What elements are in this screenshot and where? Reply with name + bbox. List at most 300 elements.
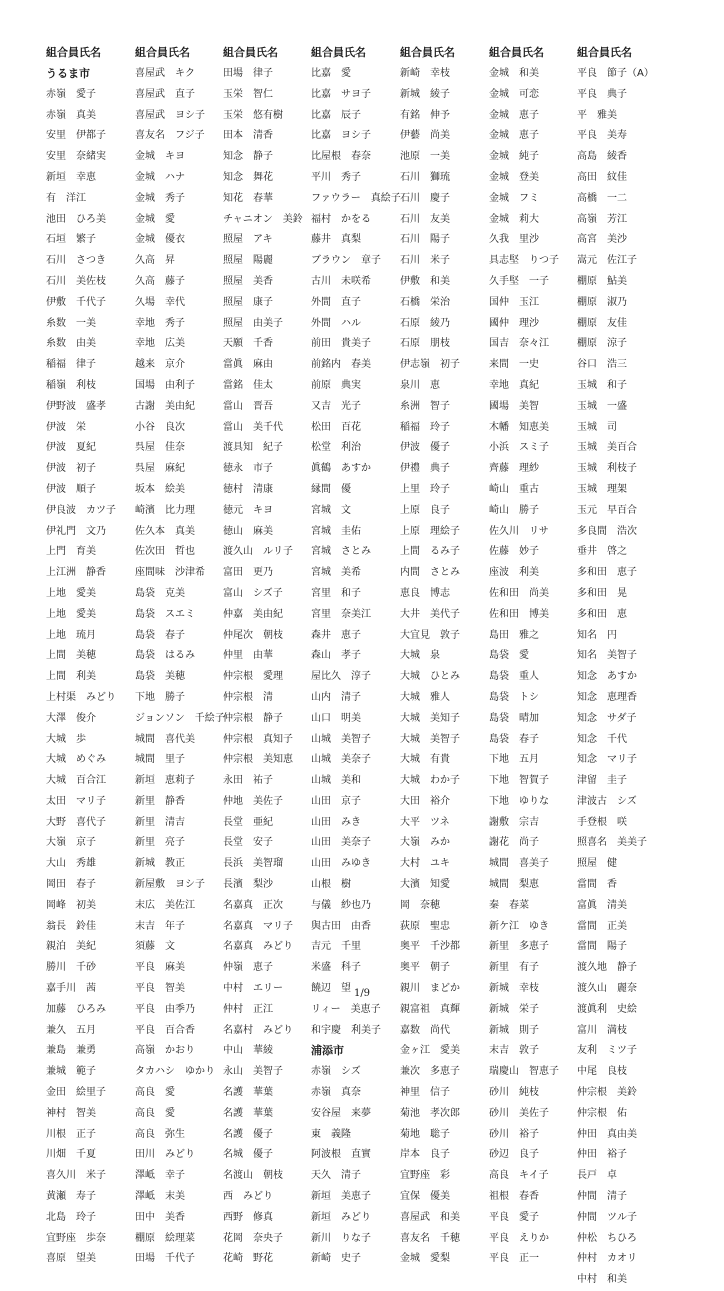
member-name: 縁間 優 (311, 483, 351, 495)
member-name: 越来 京介 (135, 359, 185, 371)
member-name: 照屋 由美子 (223, 317, 283, 329)
member-name: 仲宗根 佑 (577, 1107, 627, 1119)
member-name: 平良 正一 (489, 1253, 539, 1265)
member-name: 喜屋武 和美 (400, 1211, 460, 1223)
member-name: 有 洋江 (46, 192, 86, 204)
member-name: 和宇慶 利美子 (311, 1024, 381, 1036)
member-name: 米盛 科子 (311, 962, 361, 974)
member-name: 伊敷 千代子 (46, 296, 106, 308)
member-name: 新垣 恵莉子 (135, 775, 195, 787)
member-name: 玉元 早百合 (577, 504, 637, 516)
column-header: 組合員氏名 (46, 46, 101, 59)
member-name: 石川 美佐枝 (46, 275, 106, 287)
member-name: 平川 秀子 (311, 171, 361, 183)
member-name: 久高 藤子 (135, 275, 185, 287)
member-name: 與古田 由香 (311, 920, 371, 932)
member-name: 伊波 栄 (46, 421, 86, 433)
member-name: 新城 綾子 (400, 88, 450, 100)
member-name: 新川 りな子 (311, 1232, 371, 1244)
member-name: 上地 琉月 (46, 629, 96, 641)
member-name: 国仲 玉江 (489, 296, 539, 308)
member-name: 多和田 晃 (577, 587, 627, 599)
member-name: リィー 美恵子 (311, 1003, 381, 1015)
member-name: 糸数 由美 (46, 338, 96, 350)
section-heading: うるま市 (46, 67, 90, 80)
member-name: 渡久地 静子 (577, 962, 637, 974)
member-name: 末吉 年子 (135, 920, 185, 932)
member-name: 宜野座 彩 (400, 1170, 450, 1182)
member-name: 新里 清吉 (135, 816, 185, 828)
member-name: 具志堅 りつ子 (489, 255, 559, 267)
member-name: 稲福 律子 (46, 359, 96, 371)
member-name: 木幡 知恵美 (489, 421, 549, 433)
member-name: 久手堅 一子 (489, 275, 549, 287)
member-name: 平良 百合香 (135, 1024, 195, 1036)
member-name: 大城 美知子 (400, 712, 460, 724)
member-name: 田中 美香 (135, 1211, 185, 1223)
member-name: 仲間 ツル子 (577, 1211, 637, 1223)
member-name: 高嶺 かおり (135, 1045, 195, 1057)
member-name: 富山 シズ子 (223, 587, 283, 599)
member-name: 平良 麻美 (135, 962, 185, 974)
member-name: 阿波根 直實 (311, 1149, 371, 1161)
member-name: 島袋 晴加 (489, 712, 539, 724)
member-name: 田場 律子 (223, 68, 273, 79)
member-name: 西野 修真 (223, 1211, 273, 1223)
member-column (577, 44, 665, 1291)
member-name: 徳山 麻美 (223, 525, 273, 537)
member-name: 渡眞利 史絵 (577, 1003, 637, 1015)
member-name: 當間 香 (577, 879, 617, 891)
member-name: 島袋 重人 (489, 671, 539, 683)
member-name: ブラウン 章子 (311, 255, 381, 267)
member-name: 喜屋武 キク (135, 68, 195, 79)
member-name: 砂川 美佐子 (489, 1107, 549, 1119)
member-name: 新里 多恵子 (489, 941, 549, 953)
member-name: 宜保 優美 (400, 1191, 450, 1203)
section-heading: 浦添市 (311, 1044, 344, 1058)
member-name: 金城 恵子 (489, 130, 539, 142)
member-name: 上間 るみ子 (400, 546, 460, 558)
member-name: 上間 美穂 (46, 650, 96, 662)
member-name: 国吉 奈々江 (489, 338, 549, 350)
member-name: 大城 雅人 (400, 691, 450, 703)
member-name: 知花 春華 (223, 192, 273, 204)
member-name: 國場 美智 (489, 400, 539, 412)
member-name: 玉栄 智仁 (223, 88, 273, 100)
member-name: 島袋 美穂 (135, 671, 185, 683)
member-name: 川根 正子 (46, 1128, 96, 1140)
member-name: 石橋 栄治 (400, 296, 450, 308)
member-column (223, 44, 311, 1270)
member-name: 富眞 清美 (577, 899, 627, 911)
member-name: 喜友名 フジ子 (135, 130, 205, 142)
member-name: 金城 秀子 (135, 192, 185, 204)
member-name: 仲宗根 愛理 (223, 671, 283, 683)
member-name: 仲里 由華 (223, 650, 273, 662)
member-name: 岸本 良子 (400, 1149, 450, 1161)
member-name: 高良 キイ子 (489, 1170, 549, 1182)
member-name: 名嘉真 マリ子 (223, 920, 293, 932)
member-name: 長浜 美智瑠 (223, 858, 283, 870)
member-name: 石川 陽子 (400, 234, 450, 246)
member-name: 新垣 みどり (311, 1211, 371, 1223)
page-number: 1/9 (353, 988, 371, 999)
member-name: 伊礼門 文乃 (46, 525, 106, 537)
member-name: 又吉 光子 (311, 400, 361, 412)
member-name: 勝川 千砂 (46, 962, 96, 974)
member-name: 津波古 シズ (577, 795, 637, 807)
member-name: 安里 伊都子 (46, 130, 106, 142)
member-name: 古川 未咲希 (311, 275, 371, 287)
member-name: 大城 有貴 (400, 754, 450, 766)
member-name: 伊敷 和美 (400, 275, 450, 287)
member-name: 前原 典実 (311, 379, 361, 391)
member-name: 伊波 優子 (400, 442, 450, 454)
member-name: 新城 幸枝 (489, 983, 539, 995)
member-name: 伊野波 盛孝 (46, 400, 106, 412)
member-name: 岡峰 初美 (46, 899, 96, 911)
member-name: 下地 五月 (489, 754, 539, 766)
member-name: 松田 百花 (311, 421, 361, 433)
member-name: 上里 玲子 (400, 483, 450, 495)
member-name: 名城 優子 (223, 1149, 273, 1161)
member-name: 天願 千香 (223, 338, 273, 350)
member-name: 前銘内 春美 (311, 359, 371, 371)
member-name: 仲田 裕子 (577, 1149, 627, 1161)
member-column (46, 44, 134, 1270)
member-name: 新城 則子 (489, 1024, 539, 1036)
member-name: 仲宗根 真知子 (223, 733, 293, 745)
column-header: 組合員氏名 (135, 46, 190, 59)
member-name: 菊池 孝次郎 (400, 1107, 460, 1119)
member-name: 知名 美智子 (577, 650, 637, 662)
member-name: 宮城 美希 (311, 567, 361, 579)
member-name: 知念 マリ子 (577, 754, 637, 766)
member-name: 黄瀬 寿子 (46, 1191, 96, 1203)
member-name: 眞鶴 あすか (311, 463, 371, 475)
member-name: チャニオン 美鈴 (223, 213, 303, 225)
member-name: 平良 典子 (577, 88, 627, 100)
member-name: 兼久 五月 (46, 1024, 96, 1036)
member-name: 山内 清子 (311, 691, 361, 703)
member-name: 砂川 裕子 (489, 1128, 539, 1140)
member-name: 照喜名 美美子 (577, 837, 647, 849)
member-name: 伊禮 典子 (400, 463, 450, 475)
member-name: 金城 和美 (489, 68, 539, 79)
member-name: 奥平 千沙都 (400, 941, 460, 953)
member-name: 多和田 恵 (577, 608, 627, 620)
member-name: 仲間 清子 (577, 1191, 627, 1203)
member-name: 仲尾次 朝枝 (223, 629, 283, 641)
column-header: 組合員氏名 (400, 46, 455, 59)
member-name: 喜久川 米子 (46, 1170, 106, 1182)
member-name: 宮城 圭佑 (311, 525, 361, 537)
member-name: 上原 良子 (400, 504, 450, 516)
member-name: 大野 喜代子 (46, 816, 106, 828)
member-name: 兼島 兼勇 (46, 1045, 96, 1057)
member-name: 金城 キヨ (135, 151, 185, 163)
member-name: 佐久川 リサ (489, 525, 549, 537)
member-name: 城間 喜代美 (135, 733, 195, 745)
member-name: 友利 ミツ子 (577, 1045, 637, 1057)
member-name: 新城 栄子 (489, 1003, 539, 1015)
member-name: 崎山 重古 (489, 483, 539, 495)
member-name: 高島 綾香 (577, 151, 627, 163)
member-name: 佐和田 尚美 (489, 587, 549, 599)
member-name: 池原 一美 (400, 151, 450, 163)
member-name: 島袋 春子 (135, 629, 185, 641)
member-name: 有銘 伸予 (400, 109, 450, 121)
member-name: 赤嶺 真奈 (311, 1087, 361, 1099)
member-name: 名護 優子 (223, 1128, 273, 1140)
member-name: 上村渠 みどり (46, 691, 116, 703)
member-name: 川畑 千夏 (46, 1149, 96, 1161)
member-name: 外間 直子 (311, 296, 361, 308)
member-name: 高橋 一二 (577, 192, 627, 204)
member-name: 當間 陽子 (577, 941, 627, 953)
member-name: 田本 清香 (223, 130, 273, 142)
member-name: 玉城 一盛 (577, 400, 627, 412)
member-name: 新崎 幸枝 (400, 68, 450, 79)
member-name: 座波 利美 (489, 567, 539, 579)
member-name: 幸地 広美 (135, 338, 185, 350)
member-name: 大城 わか子 (400, 775, 460, 787)
member-name: 金城 ハナ (135, 171, 185, 183)
member-name: 照屋 陽麗 (223, 255, 273, 267)
member-name: 伊志嶺 初子 (400, 359, 460, 371)
member-name: ファウラー 真絵子 (311, 192, 401, 204)
member-name: 徳永 市子 (223, 463, 273, 475)
member-name: 饒辺 望 (311, 983, 351, 995)
member-name: 赤嶺 シズ (311, 1066, 361, 1078)
member-name: 仲宗根 美知恵 (223, 754, 293, 766)
member-name: 仲嘉 美由紀 (223, 608, 283, 620)
member-name: 加藤 ひろみ (46, 1003, 106, 1015)
column-header: 組合員氏名 (489, 46, 544, 59)
member-name: 大濱 知愛 (400, 879, 450, 891)
member-name: 金城 愛梨 (400, 1253, 450, 1265)
member-name: 名嘉真 みどり (223, 941, 293, 953)
member-name: 坂本 絵美 (135, 483, 185, 495)
member-name: 金城 恵子 (489, 109, 539, 121)
member-name: 赤嶺 愛子 (46, 88, 96, 100)
member-name: 糸数 一美 (46, 317, 96, 329)
member-name: 奥平 朝子 (400, 962, 450, 974)
member-name: 多良間 浩次 (577, 525, 637, 537)
member-name: 石川 慶子 (400, 192, 450, 204)
member-name: 長戸 卓 (577, 1170, 617, 1182)
member-name: 高宮 美沙 (577, 234, 627, 246)
member-name: 多和田 恵子 (577, 567, 637, 579)
member-name: 棚原 絵理菜 (135, 1232, 195, 1244)
member-name: 崎山 勝子 (489, 504, 539, 516)
member-name: 平良 美寿 (577, 130, 627, 142)
member-name: 下地 勝子 (135, 691, 185, 703)
member-name: 福村 かをる (311, 213, 371, 225)
member-name: 前田 貴美子 (311, 338, 371, 350)
member-name: 謝敷 宗吉 (489, 816, 539, 828)
member-name: 山口 明美 (311, 712, 361, 724)
member-name: 津留 圭子 (577, 775, 627, 787)
member-name: 知念 静子 (223, 151, 273, 163)
member-name: 仲宗根 静子 (223, 712, 283, 724)
member-name: 兼次 多恵子 (400, 1066, 460, 1078)
member-name: 座間味 沙津希 (135, 567, 205, 579)
member-name: 仲地 美佐子 (223, 795, 283, 807)
member-name: 新城 教正 (135, 858, 185, 870)
member-name: 石川 獅琉 (400, 171, 450, 183)
member-name: 呉屋 麻紀 (135, 463, 185, 475)
member-name: 新崎 史子 (311, 1253, 361, 1265)
member-name: 森山 孝子 (311, 650, 361, 662)
member-name: 山田 みき (311, 816, 361, 828)
member-name: 喜友名 千穂 (400, 1232, 460, 1244)
member-name: 高田 紋佳 (577, 171, 627, 183)
member-name: 宮城 さとみ (311, 546, 371, 558)
member-name: 島袋 スエミ (135, 608, 195, 620)
member-name: 宜野座 歩奈 (46, 1232, 106, 1244)
member-name: 城間 里子 (135, 754, 185, 766)
member-name: 花崎 野花 (223, 1253, 273, 1265)
member-name: 山根 樹 (311, 879, 351, 891)
member-name: 新垣 美恵子 (311, 1191, 371, 1203)
member-name: 藤井 真梨 (311, 234, 361, 246)
member-name: 長濱 梨沙 (223, 879, 273, 891)
member-name: 島袋 春子 (489, 733, 539, 745)
member-name: 赤嶺 真美 (46, 109, 96, 121)
member-name: 翁長 鈴佳 (46, 920, 96, 932)
member-name: 山田 京子 (311, 795, 361, 807)
member-name: 祖根 春香 (489, 1191, 539, 1203)
member-name: 玉城 和子 (577, 379, 627, 391)
member-name: 大嶺 京子 (46, 837, 96, 849)
member-name: 徳村 清康 (223, 483, 273, 495)
member-name: 大城 百合江 (46, 775, 106, 787)
member-name: 新里 静香 (135, 795, 185, 807)
member-name: 當間 正美 (577, 920, 627, 932)
member-name: 東 義隆 (311, 1128, 351, 1140)
member-name: 名護 華葉 (223, 1087, 273, 1099)
member-column (400, 44, 488, 1270)
member-name: 上原 理絵子 (400, 525, 460, 537)
member-name: 大山 秀雄 (46, 858, 96, 870)
member-name: 砂辺 良子 (489, 1149, 539, 1161)
member-name: 富田 更乃 (223, 567, 273, 579)
member-name: 棚原 涼子 (577, 338, 627, 350)
member-name: 池田 ひろ美 (46, 213, 106, 225)
member-name: 上地 愛美 (46, 608, 96, 620)
member-name: 恵良 博志 (400, 587, 450, 599)
member-name: 嵩元 佐江子 (577, 255, 637, 267)
member-name: 金城 登美 (489, 171, 539, 183)
member-name: 平良 節子（A） (577, 68, 654, 79)
member-name: 永田 祐子 (223, 775, 273, 787)
member-name: 金城 純子 (489, 151, 539, 163)
column-header: 組合員氏名 (311, 46, 366, 59)
member-name: 永山 美智子 (223, 1066, 283, 1078)
member-name: 嘉手川 茜 (46, 983, 96, 995)
member-name: 古謝 美由紀 (135, 400, 195, 412)
member-name: 當銘 佳太 (223, 379, 273, 391)
member-name: タカハシ ゆかり (135, 1066, 215, 1078)
member-name: 石川 米子 (400, 255, 450, 267)
member-name: 田川 みどり (135, 1149, 195, 1161)
member-column (135, 44, 223, 1270)
member-name: 宮城 文 (311, 504, 351, 516)
member-name: 松堂 利治 (311, 442, 361, 454)
member-name: 高嶺 芳江 (577, 213, 627, 225)
member-name: 平良 愛子 (489, 1211, 539, 1223)
member-name: 神里 信子 (400, 1087, 450, 1099)
member-name: 澤岻 幸子 (135, 1170, 185, 1182)
member-name: 島袋 トシ (489, 691, 539, 703)
member-name: 國仲 理沙 (489, 317, 539, 329)
member-name: 玉城 美百合 (577, 442, 637, 454)
member-name: 大村 ユキ (400, 858, 450, 870)
member-name: 谷口 浩三 (577, 359, 627, 371)
member-name: 石川 さつき (46, 255, 106, 267)
member-name: 垂井 啓之 (577, 546, 627, 558)
member-name: 知念 千代 (577, 733, 627, 745)
member-name: 大城 ひとみ (400, 671, 460, 683)
member-name: 高良 愛 (135, 1087, 175, 1099)
member-name: 仲松 ちひろ (577, 1232, 637, 1244)
member-name: 与儀 紗也乃 (311, 899, 371, 911)
member-name: 久場 幸代 (135, 296, 185, 308)
member-name: 幸地 秀子 (135, 317, 185, 329)
member-name: 瑞慶山 智恵子 (489, 1066, 559, 1078)
member-name: 名渡山 朝枝 (223, 1170, 283, 1182)
member-name: 岡 奈穂 (400, 899, 440, 911)
member-name: 大田 裕介 (400, 795, 450, 807)
member-name: 岡田 春子 (46, 879, 96, 891)
member-name: 嘉数 尚代 (400, 1024, 450, 1036)
member-name: 田場 千代子 (135, 1253, 195, 1265)
member-name: 長堂 安子 (223, 837, 273, 849)
member-name: 知念 サダ子 (577, 712, 637, 724)
member-name: 稲福 玲子 (400, 421, 450, 433)
member-name: 安里 奈緒実 (46, 151, 106, 163)
member-name: 秦 春菜 (489, 899, 529, 911)
member-name: 石原 綾乃 (400, 317, 450, 329)
member-name: 大澤 俊介 (46, 712, 96, 724)
member-name: 山田 美奈子 (311, 837, 371, 849)
member-name: 中村 エリー (223, 983, 283, 995)
member-name: 崎濱 比力理 (135, 504, 195, 516)
member-name: 伊良波 カツ子 (46, 504, 116, 516)
member-name: 島袋 はるみ (135, 650, 195, 662)
member-name: 金ヶ江 愛美 (400, 1045, 460, 1057)
member-name: 親川 まどか (400, 983, 460, 995)
member-name: 仲嶺 恵子 (223, 962, 273, 974)
member-name: 菊地 聡子 (400, 1128, 450, 1140)
member-name: 荻原 聖忠 (400, 920, 450, 932)
member-name: 比嘉 ヨシ子 (311, 130, 371, 142)
member-name: 島田 雅之 (489, 629, 539, 641)
member-name: 知念 舞花 (223, 171, 273, 183)
member-column (489, 44, 577, 1270)
member-name: 渡久山 麗奈 (577, 983, 637, 995)
member-name: 呉屋 佳奈 (135, 442, 185, 454)
member-name: 名嘉村 みどり (223, 1024, 293, 1036)
member-name: 長堂 亜紀 (223, 816, 273, 828)
member-name: 棚原 友佳 (577, 317, 627, 329)
member-name: 名嘉真 正次 (223, 899, 283, 911)
member-name: 神村 智美 (46, 1107, 96, 1119)
member-name: 末吉 敦子 (489, 1045, 539, 1057)
member-name: 小谷 良次 (135, 421, 185, 433)
